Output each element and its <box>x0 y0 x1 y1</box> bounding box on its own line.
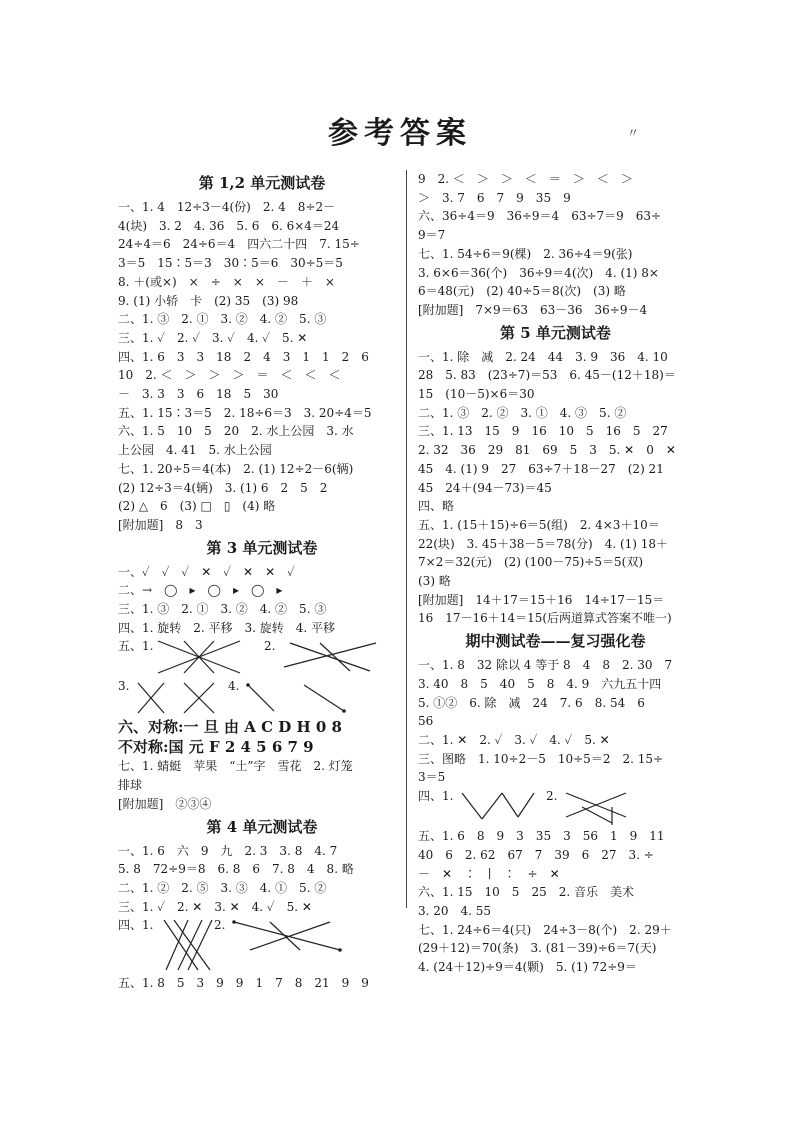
column-divider <box>406 170 407 908</box>
asymmetry-line: 不对称:国 元 F 2 4 5 6 7 9 <box>118 738 314 757</box>
answer-line: ＞ 3. 7 6 7 9 35 9 <box>418 190 571 205</box>
matching-label: 五、1. <box>118 639 154 654</box>
symmetry-line: 六、对称:一 旦 由 A C D H 0 8 <box>118 718 342 737</box>
section-title-unit-3: 第 3 单元测试卷 <box>206 538 318 557</box>
answer-line: 40 6 2. 62 67 7 39 6 27 3. ÷ <box>418 847 654 862</box>
unit-4-answers <box>118 842 406 994</box>
answer-line: 7×2＝32(元) (2) (100－75)÷5＝5(双) <box>418 555 643 570</box>
matching-lines-diagram <box>154 637 244 677</box>
answer-line: 一、1. 除 减 2. 24 44 3. 9 36 4. 10 <box>418 349 668 364</box>
answer-line: 45 24＋(94－73)＝45 <box>418 480 552 495</box>
answer-line: 22(块) 3. 45＋38－5＝78(分) 4. (1) 18＋ <box>418 536 669 551</box>
answer-line: 10 2. ＜ ＞ ＞ ＞ ＝ ＜ ＜ ＜ <box>118 368 341 383</box>
answer-line: 一、1. 8 32 除以 4 等于 8 4 8 2. 30 7 <box>418 658 673 673</box>
matching-lines-diagram <box>458 787 538 827</box>
answer-line: 四、略 <box>418 499 455 514</box>
answer-line: 3＝5 <box>418 770 446 785</box>
unit-5-answers <box>418 348 693 629</box>
answer-line: 3＝5 15∶5＝3 30∶5＝6 30÷5＝5 <box>118 256 343 271</box>
matching-lines-diagram <box>134 677 224 717</box>
answer-line: 3. 20 4. 55 <box>418 903 492 918</box>
section-title-unit-5: 第 5 单元测试卷 <box>500 323 611 342</box>
matching-label: 2. <box>264 639 276 654</box>
matching-row <box>118 677 406 717</box>
answer-line: 二、1. ③ 2. ① 3. ② 4. ② 5. ③ <box>118 312 327 327</box>
matching-label: 4. <box>228 679 240 694</box>
answer-line: 三、1. ✓ 2. ✕ 3. ✕ 4. ✓ 5. ✕ <box>118 899 312 914</box>
answer-line: 二、1. ② 2. ⑤ 3. ③ 4. ① 5. ② <box>118 880 327 895</box>
answer-line: 六、36÷4＝9 36÷9＝4 63÷7＝9 63÷ <box>418 209 662 224</box>
answer-line: 二、→ ◯ ▸ ◯ ▸ ◯ ▸ <box>118 583 283 598</box>
answer-line: 15 (10－5)×6＝30 <box>418 387 535 402</box>
answer-line: 五、1. 8 5 3 9 9 1 7 8 21 9 9 <box>118 976 369 991</box>
answer-line: 三、图略 1. 10÷2－5 10÷5＝2 2. 15÷ <box>418 751 664 766</box>
answer-line: (29＋12)＝70(条) 3. (81－39)÷6＝7(天) <box>418 941 657 956</box>
matching-lines-diagram <box>244 677 354 717</box>
answer-line: 七、1. 54÷6＝9(棵) 2. 36÷4＝9(张) <box>418 246 633 261</box>
answer-line: 四、1. 旋转 2. 平移 3. 旋转 4. 平移 <box>118 620 336 635</box>
bonus-answer: [附加题] 14＋17＝15＋16 14÷17－15＝ <box>418 592 665 607</box>
matching-row <box>118 916 406 974</box>
matching-row <box>418 787 693 827</box>
left-column <box>118 170 406 993</box>
answer-line: 四、1. 6 3 3 18 2 4 3 1 1 2 6 <box>118 349 369 364</box>
answer-line: (2) 12÷3＝4(辆) 3. (1) 6 2 5 2 <box>118 480 328 495</box>
matching-row <box>118 637 406 677</box>
section-title-midterm: 期中测试卷——复习强化卷 <box>465 632 646 651</box>
matching-lines-diagram <box>280 637 380 677</box>
answer-line: 4(块) 3. 2 4. 36 5. 6 6. 6×4＝24 <box>118 218 340 233</box>
answer-line: 六、1. 15 10 5 25 2. 音乐 美术 <box>418 885 634 900</box>
answer-line: 6＝48(元) (2) 40÷5＝8(次) (3) 略 <box>418 284 626 299</box>
midterm-answers <box>418 656 693 977</box>
answer-line: 七、1. 蜻蜓 苹果 “土”字 雪花 2. 灯笼 <box>118 759 353 774</box>
answer-line: (2) △ 6 (3) □ ▯ (4) 略 <box>118 499 276 514</box>
matching-lines-diagram <box>562 787 632 827</box>
page-title: 参考答案 <box>328 116 472 151</box>
answer-line: [附加题] 8 3 <box>118 517 203 532</box>
matching-label: 四、1. <box>418 789 454 804</box>
answer-line: 一、✓ ✓ ✓ ✕ ✓ ✕ ✕ ✓ <box>118 564 295 579</box>
answer-line: 一、1. 4 12÷3－4(份) 2. 4 8÷2－ <box>118 200 336 214</box>
answer-line: 9 2. ＜ ＞ ＞ ＜ ＝ ＞ ＜ ＞ <box>418 172 633 186</box>
answer-line: 8. ＋(或×) × ÷ × × － ＋ × <box>118 274 335 289</box>
matching-label: 四、1. <box>118 918 154 933</box>
answer-line: 上公园 4. 41 5. 水上公园 <box>118 443 272 458</box>
answer-line: 七、1. 20÷5＝4(本) 2. (1) 12÷2－6(辆) <box>118 461 354 476</box>
matching-label: 2. <box>546 789 558 804</box>
answer-line: 24÷4＝6 24÷6＝4 四六二十四 7. 15÷ <box>118 237 360 252</box>
answer-line: － ✕ ∶ ∣ ∶ ÷ ✕ <box>418 866 560 881</box>
answer-line: 28 5. 83 (23÷7)＝53 6. 45－(12＋18)＝ <box>418 368 676 383</box>
answer-line: 五、1. 6 8 9 3 35 3 56 1 9 11 <box>418 829 665 844</box>
answer-line: 五、1. (15＋15)÷6＝5(组) 2. 4×3＋10＝ <box>418 517 660 532</box>
answer-line: 三、1. ✓ 2. ✓ 3. ✓ 4. ✓ 5. ✕ <box>118 330 308 345</box>
answer-line: 3. 6×6＝36(个) 36÷9＝4(次) 4. (1) 8× <box>418 265 659 280</box>
section-title-unit-1-2: 第 1,2 单元测试卷 <box>198 174 326 192</box>
answer-line: 3. 40 8 5 40 5 8 4. 9 六九五十四 <box>418 676 662 691</box>
answer-line: 二、1. ✕ 2. ✓ 3. ✓ 4. ✓ 5. ✕ <box>418 732 610 747</box>
answer-line: 一、1. 6 六 9 九 2. 3 3. 8 4. 7 <box>118 843 338 858</box>
matching-lines-diagram <box>158 916 218 974</box>
unit-3-answers <box>118 563 406 814</box>
right-column <box>418 170 693 977</box>
answer-line: 9＝7 <box>418 228 446 243</box>
answer-line: 5. 8 72÷9＝8 6. 8 6 7. 8 4 8. 略 <box>118 862 354 877</box>
matching-label: 2. <box>214 918 226 933</box>
answer-line: 2. 32 36 29 81 69 5 3 5. ✕ 0 ✕ <box>418 443 676 458</box>
bonus-answer: 16 17－16＋14＝15(后两道算式答案不唯一) <box>418 611 672 626</box>
bonus-answer: [附加题] 7×9＝63 63－36 36÷9－4 <box>418 302 648 317</box>
matching-lines-diagram <box>230 916 350 956</box>
answer-line: 45 4. (1) 9 27 63÷7＋18－27 (2) 21 <box>418 461 664 476</box>
section-title-unit-4: 第 4 单元测试卷 <box>206 817 318 836</box>
answer-line: 56 <box>418 714 434 729</box>
bonus-answer: [附加题] ②③④ <box>118 796 212 811</box>
answer-line: 五、1. 15∶3＝5 2. 18÷6＝3 3. 20÷4＝5 <box>118 405 372 420</box>
answer-line: － 3. 3 3 6 18 5 30 <box>118 387 279 402</box>
unit-1-2-answers <box>118 198 406 535</box>
answer-line: 4. (24＋12)÷9＝4(颗) 5. (1) 72÷9＝ <box>418 960 637 975</box>
answer-line: 排球 <box>118 778 143 793</box>
unit-4-continued-answers <box>418 170 693 320</box>
answer-line: 5. ①② 6. 除 减 24 7. 6 8. 54 6 <box>418 695 645 710</box>
answer-line: 七、1. 24÷6＝4(只) 24÷3－8(个) 2. 29＋ <box>418 922 672 937</box>
answer-line: (3) 略 <box>418 574 451 589</box>
answer-line: 六、1. 5 10 5 20 2. 水上公园 3. 水 <box>118 424 354 439</box>
answer-line: 三、1. ③ 2. ① 3. ② 4. ② 5. ③ <box>118 602 327 617</box>
answer-line: 三、1. 13 15 9 16 10 5 16 5 27 <box>418 424 668 439</box>
matching-label: 3. <box>118 679 130 694</box>
answer-line: 二、1. ③ 2. ② 3. ① 4. ③ 5. ② <box>418 405 627 420</box>
answer-line: 9. (1) 小轿 卡 (2) 35 (3) 98 <box>118 293 299 308</box>
corner-mark: 〃 <box>627 126 640 140</box>
